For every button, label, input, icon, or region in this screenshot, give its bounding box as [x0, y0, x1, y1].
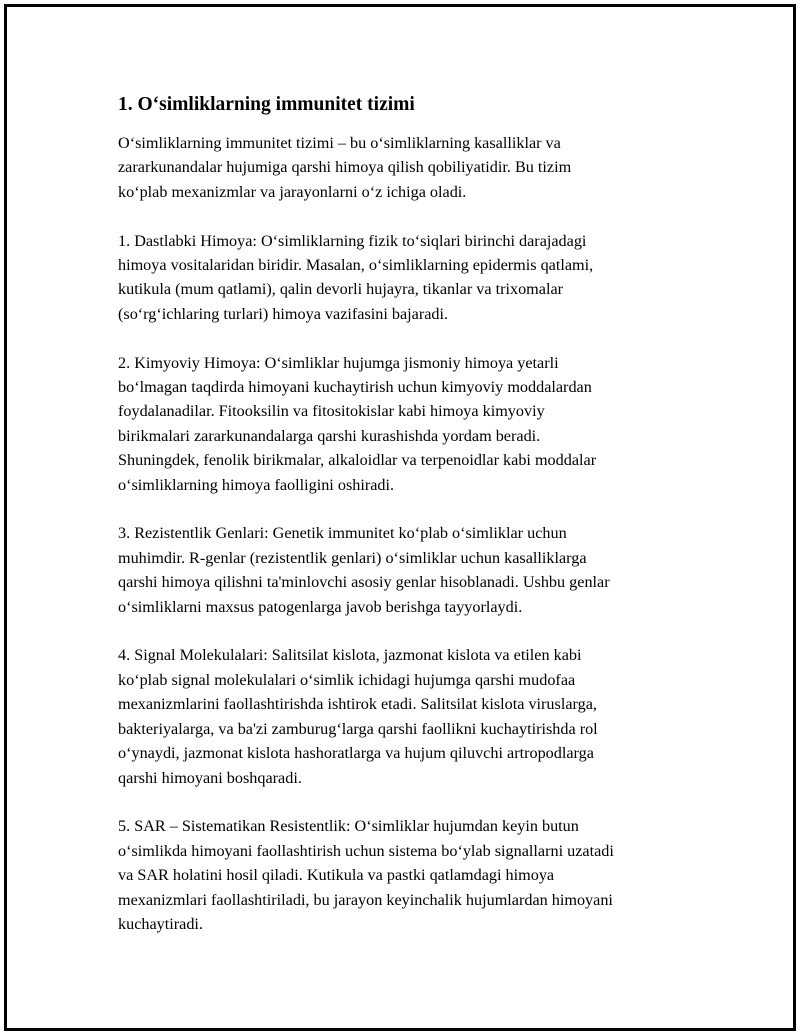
paragraph-line: o‘simliklarni maxsus patogenlarga javob berishga tayyorlaydi.	[118, 597, 523, 616]
paragraph-line: ko‘plab signal molekulalari o‘simlik ichidagi hujumga qarshi mudofaa	[118, 670, 576, 689]
paragraph-line: kutikula (mum qatlami), qalin devorli hujayra, tikanlar va trixomalar	[118, 280, 564, 299]
paragraph-line: O‘simliklarning immunitet tizimi – bu o‘simliklarning kasalliklar va	[118, 134, 561, 152]
paragraph-line: qarshi himoya qilishni ta'minlovchi asosiy genlar hisoblanadi. Ushbu genlar	[118, 573, 610, 592]
paragraph-line: o‘ynaydi, jazmonat kislota hashoratlarga va hujum qiluvchi artropodlarga	[118, 744, 594, 763]
paragraph-line: qarshi himoyani boshqaradi.	[118, 768, 302, 787]
paragraph-line: o‘simlikda himoyani faollashtirish uchun sistema bo‘ylab signallarni uzatadi	[118, 841, 614, 860]
paragraph-line: foydalanadilar. Fitooksilin va fitositokislar kabi himoya kimyoviy	[118, 402, 545, 421]
paragraph-line: muhimdir. R-genlar (rezistentlik genlari) o‘simliklar uchun kasalliklarga	[118, 548, 587, 567]
paragraph-line: ko‘plab mexanizmlar va jarayonlarni o‘z ichiga oladi.	[118, 182, 467, 201]
paragraph	[118, 643, 698, 789]
paragraph	[118, 814, 698, 936]
paragraph	[118, 521, 698, 619]
paragraph-line: himoya vositalaridan biridir. Masalan, o‘simliklarning epidermis qatlami,	[118, 256, 594, 275]
paragraph-line: kuchaytiradi.	[118, 914, 203, 933]
paragraph-line: 4. Signal Molekulalari: Salitsilat kislota, jazmonat kislota va etilen kabi	[118, 646, 582, 665]
paragraph-line: 5. SAR – Sistematikan Resistentlik: O‘simliklar hujumdan keyin butun	[118, 817, 579, 836]
paragraph	[118, 351, 698, 497]
paragraph-list	[118, 131, 698, 936]
paragraph-line: Shuningdek, fenolik birikmalar, alkaloidlar va terpenoidlar kabi moddalar	[118, 451, 597, 470]
paragraph	[118, 229, 698, 327]
paragraph	[118, 131, 698, 204]
paragraph-line: 2. Kimyoviy Himoya: O‘simliklar hujumga jismoniy himoya yetarli	[118, 353, 559, 372]
paragraph-line: 1. Dastlabki Himoya: O‘simliklarning fizik to‘siqlari birinchi darajadagi	[118, 231, 587, 250]
paragraph-line: mexanizmlarini faollashtirishda ishtirok etadi. Salitsilat kislota viruslarga,	[118, 695, 597, 714]
paragraph-line: o‘simliklarning himoya faolligini oshiradi.	[118, 475, 395, 494]
document-title: 1. O‘simliklarning immunitet tizimi	[118, 94, 415, 115]
paragraph-line: bo‘lmagan taqdirda himoyani kuchaytirish uchun kimyoviy moddalardan	[118, 378, 592, 397]
paragraph-line: va SAR holatini hosil qiladi. Kutikula va pastki qatlamdagi himoya	[118, 866, 555, 885]
paragraph-line: birikmalari zararkunandalarga qarshi kurashishda yordam beradi.	[118, 426, 541, 445]
paragraph-line: bakteriyalarga, va ba'zi zamburug‘larga qarshi faollikni kuchaytirishda rol	[118, 719, 598, 738]
document-body	[118, 92, 698, 961]
paragraph-line: zararkunandalar hujumiga qarshi himoya qilish qobiliyatidir. Bu tizim	[118, 158, 572, 177]
paragraph-line: 3. Rezistentlik Genlari: Genetik immunitet ko‘plab o‘simliklar uchun	[118, 524, 567, 543]
paragraph-line: (so‘rg‘ichlaring turlari) himoya vazifasini bajaradi.	[118, 304, 449, 323]
paragraph-line: mexanizmlari faollashtiriladi, bu jarayon keyinchalik hujumlardan himoyani	[118, 890, 613, 909]
